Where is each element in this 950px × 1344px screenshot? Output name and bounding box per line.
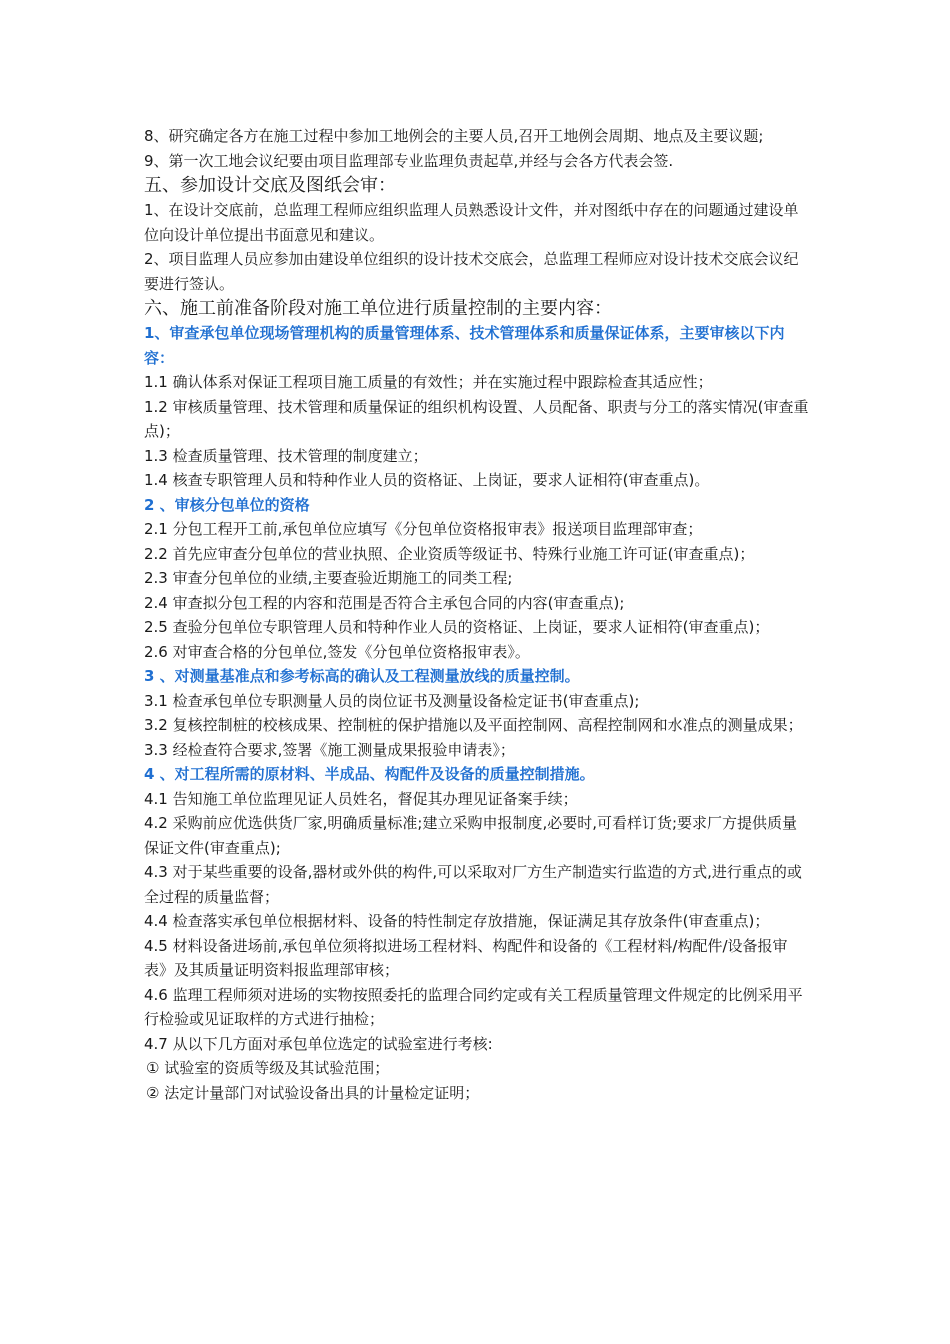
list-item: 2.1 分包工程开工前,承包单位应填写《分包单位资格报审表》报送项目监理部审查；: [144, 520, 703, 538]
list-item: 2.6 对审查合格的分包单位,签发《分包单位资格报审表》。: [144, 642, 530, 661]
subsection-heading-4: 4 、对工程所需的原材料、半成品、构配件及设备的质量控制措施。: [144, 765, 595, 783]
list-item: 1.4 核查专职管理人员和特种作业人员的资格证、上岗证，要求人证相符(审查重点)。: [144, 471, 710, 489]
enumerated-item: ② 法定计量部门对试验设备出具的计量检定证明；: [146, 1083, 480, 1102]
section-heading-5: 五、参加设计交底及图纸会审：: [144, 175, 396, 196]
list-item: 3.2 复核控制桩的校核成果、控制桩的保护措施以及平面控制网、高程控制网和水准点的测量成果；: [144, 716, 803, 734]
list-item: 2.5 查验分包单位专职管理人员和特种作业人员的资格证、上岗证，要求人证相符(审查重点)；: [144, 618, 770, 636]
list-item: 3.1 检查承包单位专职测量人员的岗位证书及测量设备检定证书(审查重点);: [144, 691, 640, 710]
paragraph: 8、研究确定各方在施工过程中参加工地例会的主要人员,召开工地例会周期、地点及主要议题;: [144, 127, 764, 145]
list-item: 2.4 审查拟分包工程的内容和范围是否符合主承包合同的内容(审查重点);: [144, 593, 625, 612]
list-item: 4.7 从以下几方面对承包单位选定的试验室进行考核:: [144, 1034, 493, 1053]
list-item: 2.3 审查分包单位的业绩,主要查验近期施工的同类工程;: [144, 569, 513, 587]
list-item: 1.1 确认体系对保证工程项目施工质量的有效性；并在实施过程中跟踪检查其适应性；: [144, 373, 713, 391]
enumerated-item: ① 试验室的资质等级及其试验范围；: [146, 1059, 390, 1077]
list-item: 4.2 采购前应优选供货厂家,明确质量标准;建立采购申报制度,必要时,可看样订货;要求厂方提供质量保证文件(审查重点);: [144, 814, 798, 857]
subsection-heading-1: 1、审查承包单位现场管理机构的质量管理体系、技术管理体系和质量保证体系，主要审核以下内容：: [144, 324, 785, 367]
subsection-heading-2: 2 、审核分包单位的资格: [144, 495, 310, 514]
list-item: 4.3 对于某些重要的设备,器材或外供的构件,可以采取对厂方生产制造实行监造的方式,进行重点的或全过程的质量监督；: [144, 863, 802, 906]
list-item: 4.5 材料设备进场前,承包单位须将拟进场工程材料、构配件和设备的《工程材料/构配件/设备报审表》及其质量证明资料报监理部审核；: [144, 936, 788, 979]
paragraph: 2、项目监理人员应参加由建设单位组织的设计技术交底会，总监理工程师应对设计技术交底会议纪要进行签认。: [144, 250, 799, 293]
list-item: 1.3 检查质量管理、技术管理的制度建立；: [144, 446, 428, 465]
section-heading-6: 六、施工前准备阶段对施工单位进行质量控制的主要内容：: [144, 298, 612, 319]
document-body: [144, 124, 809, 1105]
subsection-heading-3: 3 、对测量基准点和参考标高的确认及工程测量放线的质量控制。: [144, 667, 580, 685]
list-item: 3.3 经检查符合要求,签署《施工测量成果报验申请表》；: [144, 740, 515, 759]
list-item: 1.2 审核质量管理、技术管理和质量保证的组织机构设置、人员配备、职责与分工的落实情况(审查重点)；: [144, 397, 809, 440]
list-item: 4.4 检查落实承包单位根据材料、设备的特性制定存放措施，保证满足其存放条件(审查重点)；: [144, 912, 770, 930]
list-item: 4.6 监理工程师须对进场的实物按照委托的监理合同约定或有关工程质量管理文件规定的比例采用平行检验或见证取样的方式进行抽检；: [144, 985, 803, 1028]
list-item: 2.2 首先应审查分包单位的营业执照、企业资质等级证书、特殊行业施工许可证(审查重点)；: [144, 544, 755, 563]
list-item: 4.1 告知施工单位监理见证人员姓名，督促其办理见证备案手续；: [144, 789, 578, 808]
paragraph: 9、第一次工地会议纪要由项目监理部专业监理负责起草,并经与会各方代表会签.: [144, 151, 674, 170]
paragraph: 1、在设计交底前，总监理工程师应组织监理人员熟悉设计文件，并对图纸中存在的问题通过建设单位向设计单位提出书面意见和建议。: [144, 201, 799, 244]
